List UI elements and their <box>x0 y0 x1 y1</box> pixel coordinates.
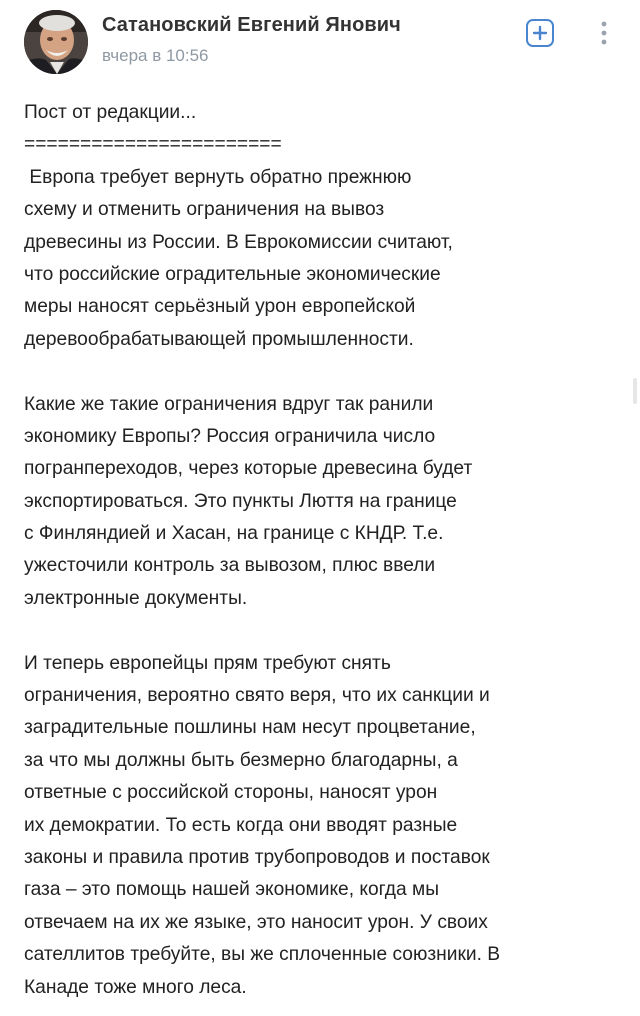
text-line: ограничения, вероятно свято веря, что их санкции и <box>24 685 490 707</box>
post-time[interactable]: вчера в 10:56 <box>102 46 209 65</box>
post-text <box>24 97 624 1004</box>
text-line: ужесточили контроль за вывозом, плюс ввели <box>24 555 436 577</box>
scrollbar[interactable] <box>633 378 637 404</box>
text-line: за что мы должны быть безмерно благодарны, а <box>24 749 458 771</box>
text-line: деревообрабатывающей промышленности. <box>24 328 414 350</box>
add-button[interactable] <box>526 19 554 47</box>
text-line: газа – это помощь нашей экономике, когда мы <box>24 879 439 901</box>
paragraph-2 <box>24 389 624 616</box>
author-name[interactable]: Сатановский Евгений Янович <box>102 14 401 36</box>
paragraph-gap <box>24 615 624 647</box>
avatar-photo <box>24 10 88 74</box>
text-line: заградительные пошлины нам несут процветание, <box>24 717 476 739</box>
text-line: Канаде тоже много леса. <box>24 976 247 998</box>
text-line: их демократии. То есть когда они вводят разные <box>24 814 458 836</box>
post-header <box>0 0 640 90</box>
text-line: схему и отменить ограничения на вывоз <box>24 199 385 221</box>
paragraph-3 <box>24 648 624 1004</box>
text-line: электронные документы. <box>24 587 248 609</box>
text-line: сателлитов требуйте, вы же сплоченные союзники. В <box>24 944 501 966</box>
text-line: экспортироваться. Это пункты Люття на границе <box>24 490 457 512</box>
text-line: Какие же такие ограничения вдруг так ранили <box>24 393 434 415</box>
text-line: И теперь европейцы прям требуют снять <box>24 652 391 674</box>
text-line: с Финляндией и Хасан, на границе с КНДР. Т.е. <box>24 523 444 545</box>
plus-square-icon <box>528 21 552 45</box>
text-line: погранпереходов, через которые древесина будет <box>24 458 473 480</box>
post-title: Пост от редакции... <box>24 102 197 123</box>
text-line: что российские оградительные экономические <box>24 263 441 285</box>
text-line: экономику Европы? Россия ограничила число <box>24 425 436 447</box>
text-line: законы и правила против трубопроводов и поставок <box>24 846 490 868</box>
avatar[interactable] <box>24 10 88 74</box>
vertical-dots-icon <box>592 18 616 48</box>
text-line: отвечаем на их же языке, это наносит урон. У своих <box>24 911 488 933</box>
more-options-button[interactable] <box>592 18 616 48</box>
text-line: древесины из России. В Еврокомиссии считают, <box>24 231 453 253</box>
separator-line: ======================= <box>24 134 282 156</box>
paragraph-1 <box>24 162 624 356</box>
text-line: меры наносят серьёзный урон европейской <box>24 296 416 318</box>
paragraph-gap <box>24 356 624 388</box>
text-line: ответные с российской стороны, наносят урон <box>24 782 438 804</box>
text-line: Европа требует вернуть обратно прежнюю <box>24 166 412 188</box>
